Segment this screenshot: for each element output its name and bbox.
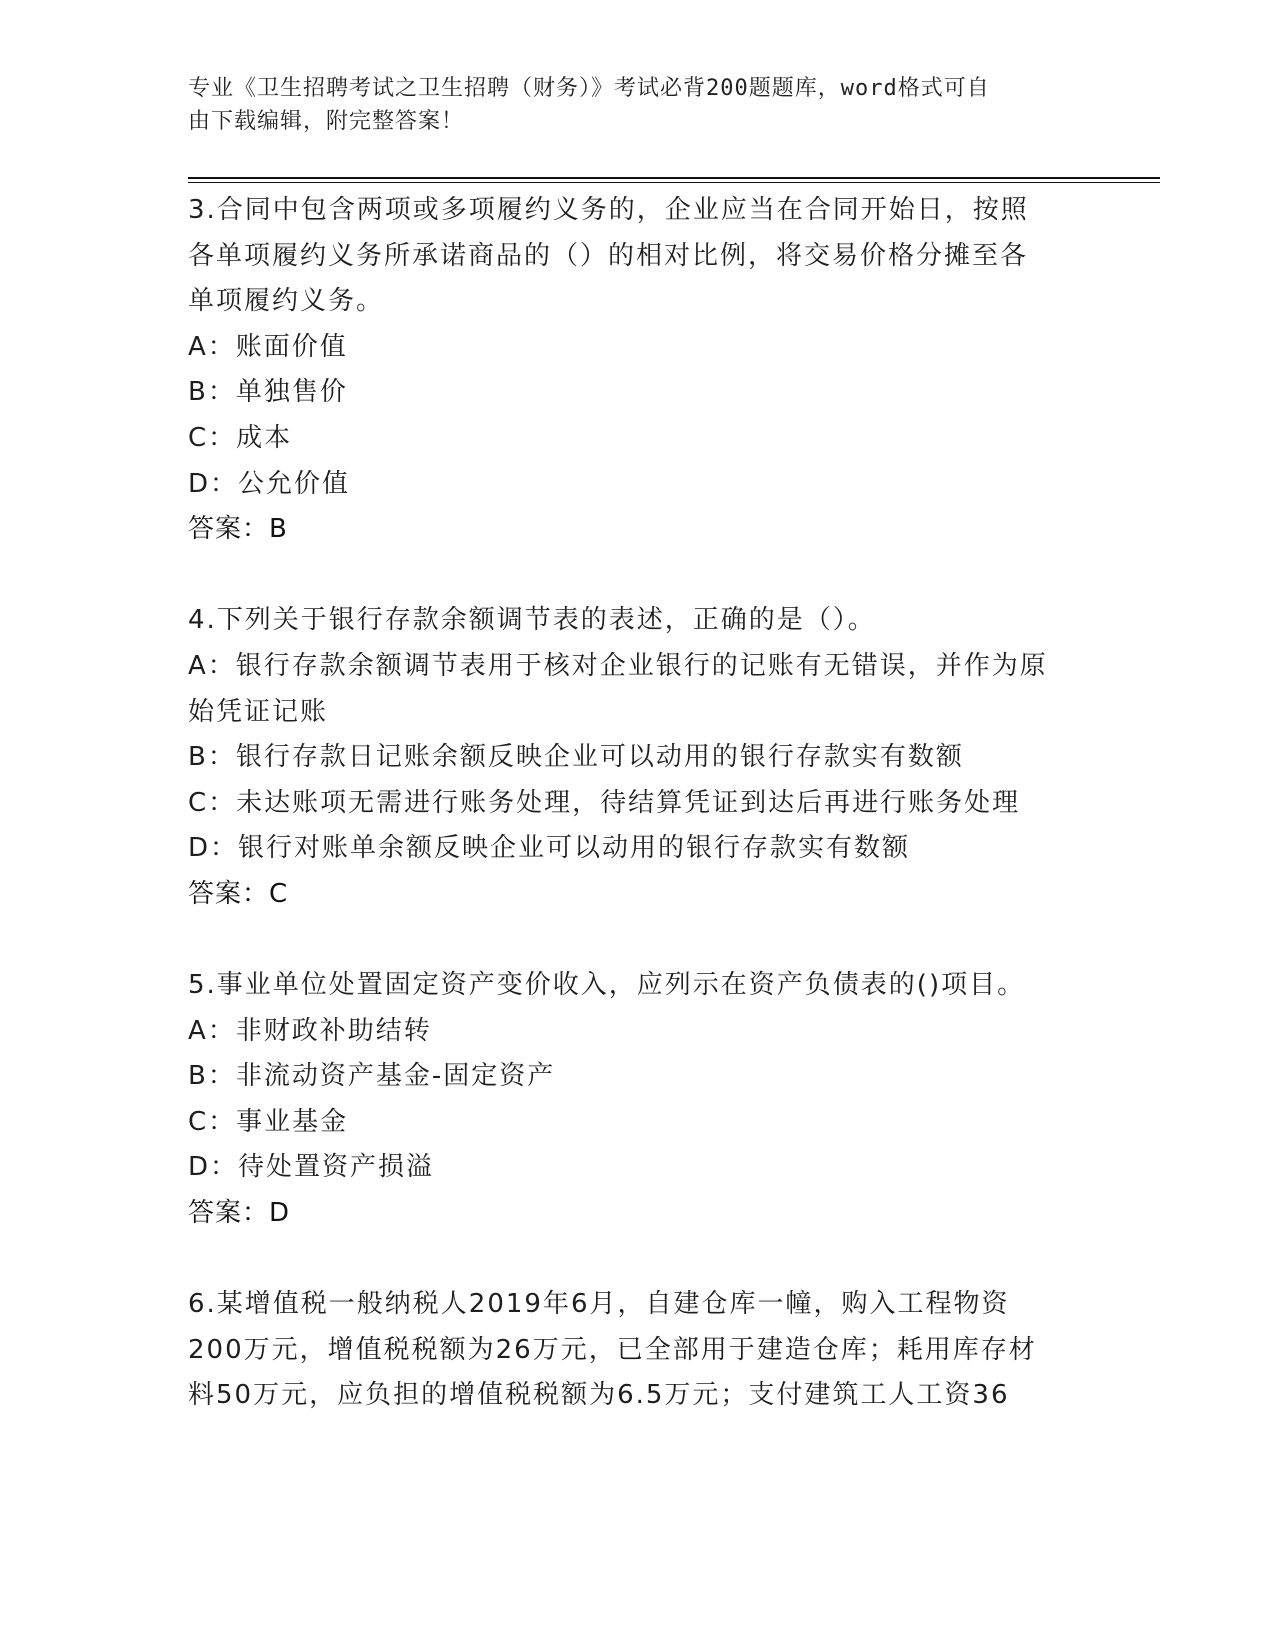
question-stem-line: 4.下列关于银行存款余额调节表的表述，正确的是（）。 — [188, 605, 876, 636]
option-line: B：单独售价 — [188, 377, 348, 408]
answer-line: 答案：D — [188, 1198, 291, 1229]
question-stem-line: 3.合同中包含两项或多项履约义务的，企业应当在合同开始日，按照 — [188, 195, 1029, 225]
option-line: A：非财政补助结转 — [188, 1015, 432, 1046]
header-divider-thick — [188, 177, 1160, 179]
question-stem-line: 各单项履约义务所承诺商品的（）的相对比例，将交易价格分摊至各 — [188, 240, 1029, 271]
header-title-line-2: 由下载编辑，附完整答案！ — [188, 109, 465, 134]
question-block — [188, 188, 1108, 553]
option-line: C：成本 — [188, 422, 293, 453]
option-line: D：待处置资产损溢 — [188, 1152, 435, 1183]
option-line: D：银行对账单余额反映企业可以动用的银行存款实有数额 — [188, 833, 911, 864]
question-stem-line: 单项履约义务。 — [188, 286, 385, 317]
question-stem-line: 6.某增值税一般纳税人2019年6月，自建仓库一幢，购入工程物资 — [188, 1289, 1010, 1320]
option-line: A：银行存款余额调节表用于核对企业银行的记账有无错误，并作为原 — [188, 650, 1048, 681]
option-line: C：未达账项无需进行账务处理，待结算凭证到达后再进行账务处理 — [188, 787, 1021, 818]
option-line: D：公允价值 — [188, 468, 351, 499]
option-line: B：银行存款日记账余额反映企业可以动用的银行存款实有数额 — [188, 742, 964, 773]
option-line: C：事业基金 — [188, 1106, 349, 1137]
option-line: A：账面价值 — [188, 331, 348, 362]
question-block — [188, 1282, 1108, 1419]
option-line: 始凭证记账 — [188, 696, 329, 727]
question-block — [188, 963, 1108, 1237]
option-line: B：非流动资产基金-固定资产 — [188, 1061, 556, 1092]
question-stem-line: 5.事业单位处置固定资产变价收入，应列示在资产负债表的()项目。 — [188, 970, 1026, 1001]
header-divider-thin — [188, 182, 1160, 183]
question-stem-line: 200万元，增值税税额为26万元，已全部用于建造仓库；耗用库存材 — [188, 1334, 1037, 1365]
question-block — [188, 598, 1108, 917]
question-stem-line: 料50万元，应负担的增值税税额为6.5万元；支付建筑工人工资36 — [188, 1380, 1010, 1411]
answer-line: 答案：C — [188, 878, 289, 909]
question-list — [188, 188, 1108, 1419]
document-header — [188, 72, 1068, 138]
header-title-line-1: 专业《卫生招聘考试之卫生招聘（财务）》考试必背200题题库，word格式可自 — [188, 76, 990, 101]
answer-line: 答案：B — [188, 514, 288, 545]
